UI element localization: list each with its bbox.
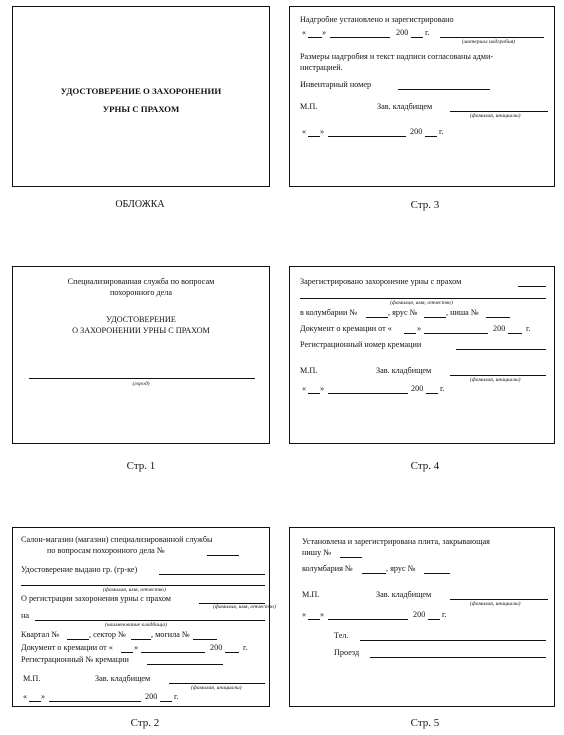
p2-year-line	[225, 652, 239, 653]
p5-sign-line	[450, 599, 548, 600]
cover-title-line2: УРНЫ С ПРАХОМ	[102, 104, 180, 114]
p5-tier: , ярус №	[386, 564, 416, 573]
p4-fio-hint: (фамилия, имя, отчество)	[390, 300, 453, 306]
p2-fio-hint2: (фамилия, имя, отчество)	[213, 604, 276, 610]
p1-service-line2: похоронного дела	[109, 288, 172, 297]
p2-head: Зав. кладбищем	[95, 674, 151, 683]
p1-title-line2: О ЗАХОРОНЕНИИ УРНЫ С ПРАХОМ	[72, 326, 210, 335]
p2-year2-suffix: г.	[174, 692, 179, 701]
p2-reg-number: Регистрационный № кремации	[21, 655, 129, 664]
p3-year2-suffix: г.	[439, 127, 444, 136]
p2-quarter-line	[67, 639, 89, 640]
p4-year2: 200	[411, 384, 424, 393]
p3-sign-line	[450, 111, 548, 112]
p3-day-line	[308, 37, 322, 38]
p2-cremation-month	[141, 652, 205, 653]
p4-niche: , ниша №	[446, 308, 479, 317]
cover-title-line1: УДОСТОВЕРЕНИЕ О ЗАХОРОНЕНИИ	[60, 86, 222, 96]
page2-card	[12, 527, 276, 707]
p2-cremation-day	[121, 652, 133, 653]
p4-year2-line	[426, 393, 438, 394]
p3-head: Зав. кладбищем	[377, 102, 433, 111]
p2-registration: О регистрации захоронения урны с прахом	[21, 594, 171, 603]
caption-p2: Стр. 2	[130, 717, 160, 729]
p5-sign-hint: (фамилия, инициалы)	[470, 601, 521, 607]
p2-sector-line	[131, 639, 151, 640]
p5-travel: Проезд	[334, 648, 360, 657]
caption-p1: Стр. 1	[126, 460, 156, 472]
p4-columbarium-line	[366, 317, 388, 318]
p3-inventory: Инвентарный номер	[300, 80, 372, 89]
p1-city-hint: (город)	[132, 381, 150, 387]
p4-reg-line	[456, 349, 546, 350]
p4-niche-line	[486, 317, 510, 318]
p5-tier-line	[424, 573, 450, 574]
p3-material-line	[440, 37, 544, 38]
caption-p4: Стр. 4	[410, 460, 440, 472]
p5-tel: Тел.	[334, 631, 349, 640]
p3-sign-hint: (фамилия, инициалы)	[470, 113, 521, 119]
p5-day-line	[308, 619, 320, 620]
p5-date-open: «	[302, 610, 307, 619]
p4-sign-line	[450, 375, 546, 376]
p5-date-close: »	[320, 610, 325, 619]
p2-date-close: »	[41, 692, 46, 701]
p5-columbarium-line	[362, 573, 386, 574]
p4-year: 200	[493, 324, 506, 333]
p3-date-close: »	[322, 28, 327, 37]
p4-fio-line	[300, 298, 546, 299]
p2-reg-line	[147, 664, 223, 665]
p2-sector: , сектор №	[89, 630, 126, 639]
p4-date-open: «	[302, 384, 307, 393]
p3-mp: М.П.	[300, 102, 318, 111]
p3-date-open: «	[302, 28, 307, 37]
p4-mp: М.П.	[300, 366, 318, 375]
p3-year: 200	[396, 28, 409, 37]
p2-issued-line1	[159, 574, 265, 575]
p4-reg-number: Регистрационный номер кремации	[300, 340, 422, 349]
p2-year: 200	[210, 643, 223, 652]
p3-inventory-line	[398, 89, 490, 90]
p4-tier-line	[424, 317, 446, 318]
p5-year: 200	[413, 610, 426, 619]
p5-head: Зав. кладбищем	[376, 590, 432, 599]
p3-year-suffix: г.	[425, 28, 430, 37]
p2-year2-line	[160, 701, 172, 702]
p2-line2: по вопросам похоронного дела №	[47, 546, 165, 555]
p2-day-line	[29, 701, 41, 702]
p4-cremation-day	[404, 333, 416, 334]
page5-card	[289, 527, 555, 707]
p3-date2-open: «	[302, 127, 307, 136]
p4-year-line	[508, 333, 522, 334]
p2-sign-line	[169, 683, 265, 684]
p3-year-line	[411, 37, 423, 38]
p2-date-open: «	[23, 692, 28, 701]
p3-year2: 200	[410, 127, 423, 136]
p4-line1-fill	[518, 286, 546, 287]
p4-day-line	[308, 393, 320, 394]
p5-tel-line	[360, 640, 546, 641]
p4-sign-hint: (фамилия, инициалы)	[470, 377, 521, 383]
p4-cremation-mid: »	[417, 324, 422, 333]
p2-quarter: Квартал №	[21, 630, 60, 639]
p4-year-suffix: г.	[526, 324, 531, 333]
p5-year-suffix: г.	[442, 610, 447, 619]
page4-card	[289, 266, 555, 444]
p5-columbarium: колумбария №	[302, 564, 353, 573]
p5-travel-line	[370, 657, 546, 658]
caption-p3: Стр. 3	[410, 199, 440, 211]
p4-head: Зав. кладбищем	[376, 366, 432, 375]
p2-cemetery-hint: (наименование кладбища)	[105, 622, 167, 628]
caption-p5: Стр. 5	[410, 717, 440, 729]
p4-cremation-doc: Документ о кремации от «	[300, 324, 392, 333]
p2-mp: М.П.	[23, 674, 41, 683]
p4-tier: , ярус №	[388, 308, 418, 317]
p3-date2-close: »	[320, 127, 325, 136]
p2-year-suffix: г.	[243, 643, 248, 652]
p5-year-line	[428, 619, 440, 620]
p2-cemetery-line	[35, 620, 265, 621]
p3-line1: Надгробие установлено и зарегистрировано	[300, 15, 454, 24]
p3-month2-line	[328, 136, 406, 137]
p5-line1: Установлена и зарегистрирована плита, закрывающая	[302, 537, 490, 546]
p1-service-line1: Специализированная служба по вопросам	[67, 277, 215, 286]
p2-grave: , могила №	[151, 630, 190, 639]
p2-sign-hint: (фамилия, инициалы)	[191, 685, 242, 691]
page1-card	[12, 266, 270, 444]
p2-cremation-mid: »	[134, 643, 139, 652]
p2-line1: Салон-магазин (магазин) специализированной службы	[21, 535, 213, 544]
cover-card	[12, 6, 270, 187]
p2-fio-hint: (фамилия, имя, отчество)	[103, 587, 166, 593]
p2-year2: 200	[145, 692, 158, 701]
p3-year2-line	[425, 136, 437, 137]
page3-card	[289, 6, 555, 187]
p4-cremation-month	[424, 333, 488, 334]
p2-issued-line2	[21, 585, 265, 586]
p1-city-line	[29, 378, 255, 379]
p4-line1: Зарегистрировано захоронение урны с прахом	[300, 277, 462, 286]
p4-month-line	[328, 393, 408, 394]
p3-sizes-line1: Размеры надгробия и текст надписи согласованы адми-	[300, 52, 494, 61]
p5-mp: М.П.	[302, 590, 320, 599]
p2-month-line	[49, 701, 141, 702]
p1-title-line1: УДОСТОВЕРЕНИЕ	[106, 315, 176, 324]
p2-service-number-line	[207, 555, 239, 556]
p5-niche-line	[340, 557, 362, 558]
p2-cremation-doc: Документ о кремации от «	[21, 643, 113, 652]
p4-columbarium: в колумбарии №	[300, 308, 358, 317]
p3-material-hint: (материал надгробия)	[462, 39, 516, 45]
p2-on: на	[21, 611, 30, 620]
p5-month-line	[328, 619, 408, 620]
p2-issued: Удостоверение выдано гр. (гр-ке)	[21, 565, 138, 574]
p3-day2-line	[308, 136, 320, 137]
p2-grave-line	[193, 639, 217, 640]
p3-month-line	[330, 37, 390, 38]
caption-cover: ОБЛОЖКА	[115, 199, 165, 210]
p3-sizes-line2: нистрацией.	[300, 63, 343, 72]
p4-year2-suffix: г.	[440, 384, 445, 393]
p4-date-close: »	[320, 384, 325, 393]
p5-line2: нишу №	[302, 548, 332, 557]
